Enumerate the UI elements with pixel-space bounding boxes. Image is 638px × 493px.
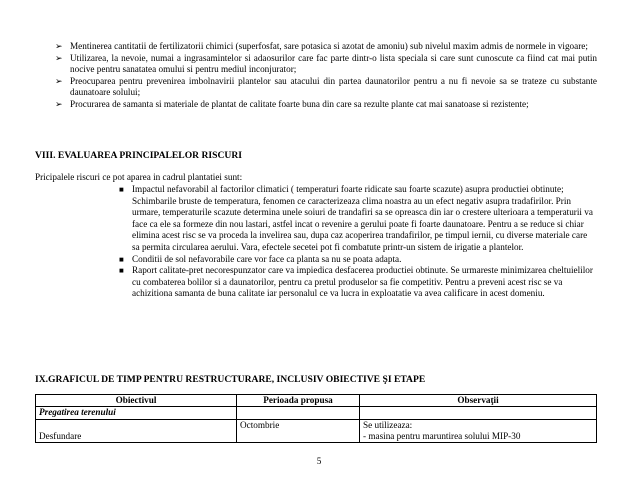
list-item-text: Impactul nefavorabil al factorilor climatici ( temperaturi foarte ridicate sau foarte scazute) asupra productiei obtinute; Schimbarile bruste de temperatura, fenomen ce caracterizeaza clima noastra au un efect negativ asupra tradafirilor. Prin urmare, temperaturile scazute determina unele soiuri de trandafiri sa se opreasca din iar o crestere ulterioara a temperaturii va face ca ele sa formeze din nou lastari, astfel incat o revenire a gerului poate fi foarte daunatoare. Pentru a se reduce si chiar elimina acest risc se va proceda la invelirea sau, dupa caz acoperirea trandafirilor, pe timpul iernii, cu diverse materiale care sa permita circularea aerului. Vara, efectele secetei pot fi combatute printr-un sistem de irigatie a plantelor. (132, 184, 593, 252)
column-header: Obiectivul (36, 395, 237, 407)
objective-cell: Desfundare (36, 419, 237, 443)
list-item-text: Mentinerea cantitatii de fertilizatorii chimici (superfosfat, sare potasica si azotat de amoniu) sub nivelul maxim admis de normele in vigoare; (70, 41, 588, 51)
arrow-bullet-icon: ➢ (55, 41, 63, 51)
square-bullet-icon: ■ (119, 266, 124, 276)
arrow-bullet-icon: ➢ (55, 52, 63, 63)
table-header-row (36, 395, 597, 407)
table-row (36, 419, 597, 443)
table-cell (237, 407, 360, 419)
list-item-text: Conditii de sol nefavorabile care vor face ca planta sa nu se poata adapta. (132, 253, 402, 264)
list-item (118, 265, 594, 300)
risks-intro: Pricipalele riscuri ce pot aparea in cadrul plantatiei sunt: (35, 172, 243, 182)
section-heading-schedule: IX.GRAFICUL DE TIMP PENTRU RESTRUCTURARE, INCLUSIV OBIECTIVE ŞI ETAPE (35, 374, 426, 385)
group-label: Pregatirea terenului (36, 407, 237, 419)
schedule-table (35, 394, 597, 443)
square-bullet-icon: ■ (119, 185, 124, 194)
notes-line: Se utilizeaza: (363, 419, 413, 430)
list-item (118, 254, 594, 266)
list-item (55, 76, 597, 99)
list-item-text: Preocuparea pentru prevenirea imbolnavirii plantelor sau atacului din partea daunatorilor pentru a nu fi nevoie sa se trateze cu substante daunatoare solului; (70, 75, 597, 98)
list-item (55, 53, 597, 76)
measures-list (55, 41, 597, 111)
list-item (55, 41, 597, 53)
risks-list (118, 184, 594, 300)
notes-cell (360, 419, 597, 443)
period-cell: Octombrie (237, 419, 360, 443)
list-item-text: Procurarea de samanta si materiale de plantat de calitate foarte buna din care sa rezulte plante cat mai sanatoase si rezistente; (70, 98, 529, 109)
section-heading-risks: VIII. EVALUAREA PRINCIPALELOR RISCURI (35, 150, 243, 161)
table-cell (360, 407, 597, 419)
table-group-row (36, 407, 597, 419)
arrow-bullet-icon: ➢ (55, 98, 63, 109)
square-bullet-icon: ■ (119, 254, 124, 264)
page-number: 5 (316, 456, 322, 466)
list-item-text: Utilizarea, la nevoie, numai a ingrasamintelor si adaosurilor care fac parte dintr-o lista speciala si care sunt cunoscute ca fiind cat mai putin nocive pentru sanatatea omului si pentru mediul inconjurator; (70, 52, 597, 75)
column-header: Observaţii (360, 395, 597, 407)
arrow-bullet-icon: ➢ (55, 75, 63, 86)
list-item (55, 99, 597, 111)
column-header: Perioada propusa (237, 395, 360, 407)
list-item (118, 184, 594, 254)
notes-line: - masina pentru maruntirea solului MIP-30 (363, 430, 521, 441)
list-item-text: Raport calitate-pret necorespunzator care va impiedica desfacerea productiei obtinute. Se urmareste minimizarea cheltuielilor cu combaterea bolilor si a daunatorilor, pentru ca pretul produselor sa fie competitiv. Pentru a preveni acest risc se va achizitiona samanta de buna calitate iar personalul ce va lucra in exploatatie va avea calificare in acest domeniu. (132, 265, 593, 299)
